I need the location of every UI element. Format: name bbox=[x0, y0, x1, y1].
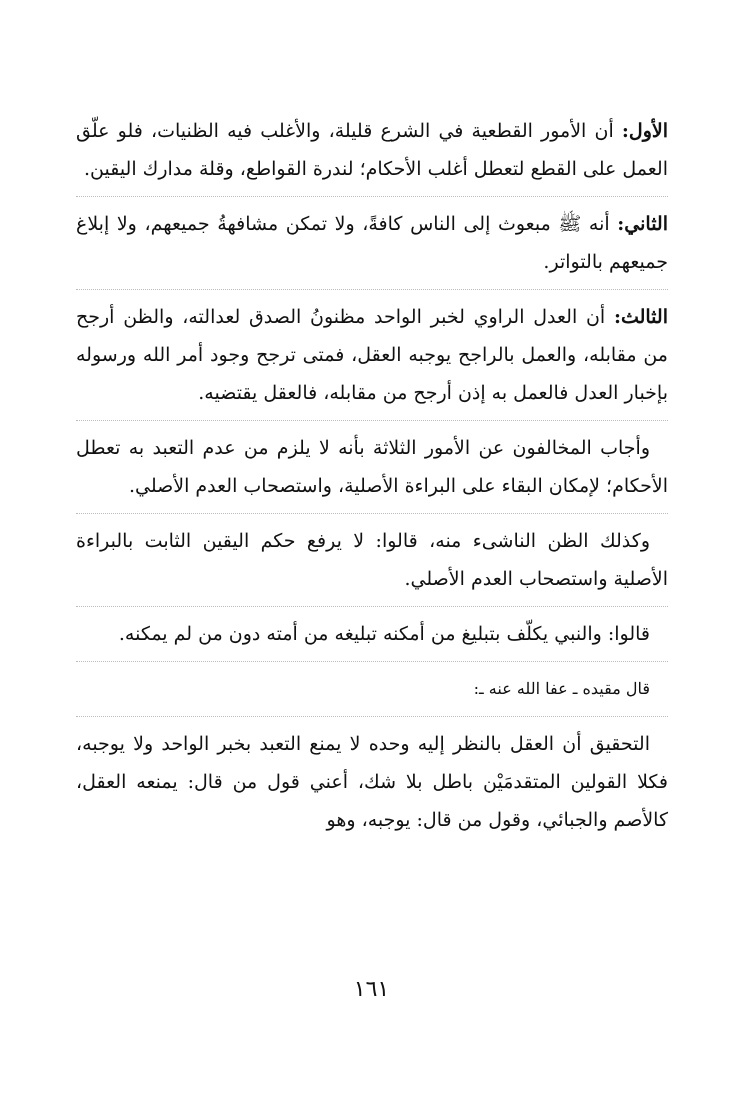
paragraph-verification: التحقيق أن العقل بالنظر إليه وحده لا يمنع التعبد بخبر الواحد ولا يوجبه، فكلا القولين المتقدمَيْن باطل بلا شك، أعني قول من قال: يمنعه العقل، كالأصم والجبائي، وقول من قال: يوجبه، وهو bbox=[76, 733, 668, 831]
page-number: ١٦١ bbox=[353, 977, 390, 1002]
paragraph-first-argument bbox=[76, 112, 668, 197]
paragraph-text: أن العدل الراوي لخبر الواحد مظنونُ الصدق لعدالته، والظن أرجح من مقابله، والعمل بالراجح يوجبه العقل، فمتى ترجح وجود أمر الله ورسوله بإخبار العدل فالعمل به إذن أرجح من مقابله، فالعقل يقتضيه. bbox=[76, 306, 668, 404]
paragraph-text: أن الأمور القطعية في الشرع قليلة، والأغلب فيه الظنيات، فلو علّق العمل على القطع لتعطل أغلب الأحكام؛ لندرة القواطع، وقلة مدارك اليقين. bbox=[76, 120, 668, 180]
paragraph-lead: الثالث: bbox=[613, 306, 668, 328]
page-body bbox=[76, 112, 668, 855]
paragraph-lead: الأول: bbox=[621, 120, 668, 142]
paragraph-lead: الثاني: bbox=[617, 213, 668, 235]
paragraph-opponents-reply: وأجاب المخالفون عن الأمور الثلاثة بأنه لا يلزم من عدم التعبد به تعطل الأحكام؛ لإمكان البقاء على البراءة الأصلية، واستصحاب العدم الأصلي. bbox=[76, 429, 668, 514]
paragraph-author-note: قال مقيده ـ عفا الله عنه ـ: bbox=[76, 670, 668, 717]
paragraph-second-argument bbox=[76, 205, 668, 290]
paragraph-opinion-reply: وكذلك الظن الناشىء منه، قالوا: لا يرفع حكم اليقين الثابت بالبراءة الأصلية واستصحاب العدم الأصلي. bbox=[76, 522, 668, 607]
paragraph-third-argument bbox=[76, 298, 668, 421]
paragraph-prophet-reply: قالوا: والنبي يكلّف بتبليغ من أمكنه تبليغه من أمته دون من لم يمكنه. bbox=[76, 615, 668, 662]
paragraph-text: أنه ﷺ مبعوث إلى الناس كافةً، ولا تمكن مشافهةُ جميعهم، ولا إبلاغ جميعهم بالتواتر. bbox=[76, 213, 668, 273]
